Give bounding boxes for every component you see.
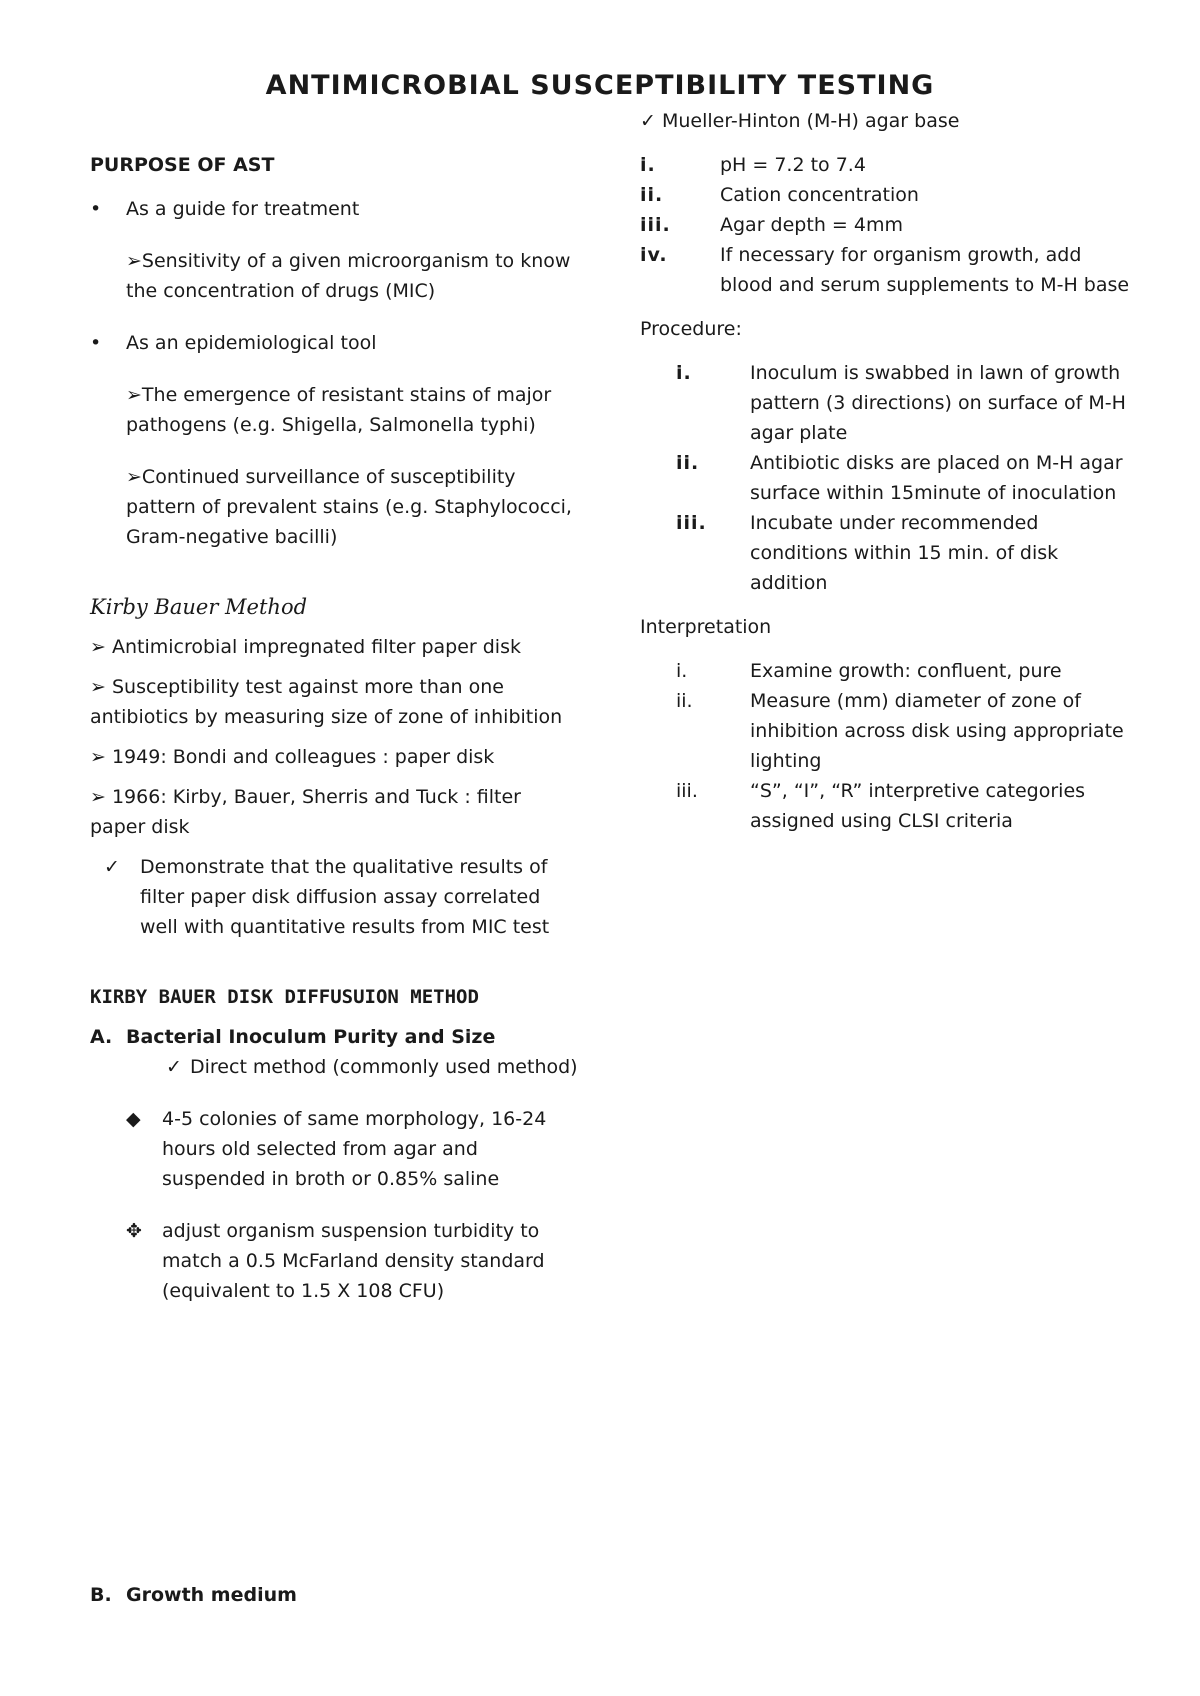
interpretation-heading: Interpretation (640, 616, 772, 638)
kirby-item-text: Susceptibility test against more than one antibiotics by measuring size of zone of inhibition (90, 676, 563, 728)
section-a-diamond-item (90, 1104, 580, 1194)
purpose-bullet-epidemiological (90, 328, 580, 358)
purpose-sub-emergence (90, 380, 580, 440)
interpretation-item-text: Examine growth: confluent, pure (750, 660, 1062, 682)
section-a-check (90, 1052, 580, 1082)
purpose-heading: PURPOSE OF AST (90, 154, 275, 176)
kirby-item (90, 672, 580, 732)
kirby-item-text: Antimicrobial impregnated filter paper disk (111, 636, 521, 658)
clover-diamond-icon: ✥ (126, 1220, 142, 1242)
procedure-item (640, 358, 1140, 448)
roman-numeral: iii. (640, 214, 671, 236)
check-icon: ✓ (166, 1056, 182, 1078)
left-column (90, 150, 580, 1306)
mh-item (640, 240, 1140, 300)
right-column (640, 106, 1140, 836)
diamond-icon: ◆ (126, 1108, 141, 1130)
arrow-marker: ➢ (90, 676, 106, 698)
kirby-item (90, 632, 580, 662)
disk-diffusion-heading: KIRBY BAUER DISK DIFFUSUION METHOD (90, 986, 479, 1008)
roman-numeral: iv. (640, 244, 668, 266)
sub-text-content: The emergence of resistant stains of major pathogens (e.g. Shigella, Salmonella typhi) (126, 384, 552, 436)
sub-text-content: Sensitivity of a given microorganism to know the concentration of drugs (MIC) (126, 250, 571, 302)
section-a-title: Bacterial Inoculum Purity and Size (126, 1026, 496, 1048)
roman-numeral: ii. (676, 452, 700, 474)
arrow-marker: ➢ (90, 746, 106, 768)
section-a-label: A. (90, 1026, 113, 1048)
interpretation-item-text: Measure (mm) diameter of zone of inhibition across disk using appropriate lighting (750, 690, 1124, 772)
roman-numeral: i. (676, 362, 692, 384)
section-b-heading (90, 1580, 580, 1610)
interpretation-item-text: “S”, “I”, “R” interpretive categories assigned using CLSI criteria (750, 780, 1086, 832)
roman-numeral: iii. (676, 512, 707, 534)
section-b-label: B. (90, 1584, 112, 1606)
mh-item (640, 210, 1140, 240)
purpose-bullet-treatment (90, 194, 580, 224)
mh-item-text: Cation concentration (720, 184, 919, 206)
roman-numeral: ii. (640, 184, 664, 206)
check-text: Demonstrate that the qualitative results of filter paper disk diffusion assay correlated well with quantitative results from MIC test (140, 856, 550, 938)
procedure-item-text: Antibiotic disks are placed on M-H agar surface within 15minute of inoculation (750, 452, 1123, 504)
roman-numeral: iii. (676, 780, 698, 802)
sub-text (126, 462, 580, 552)
purpose-sub-surveillance (90, 462, 580, 552)
procedure-item (640, 448, 1140, 508)
arrow-marker: ➢ (126, 466, 142, 488)
section-b-title: Growth medium (126, 1584, 297, 1606)
kirby-heading: Kirby Bauer Method (90, 595, 308, 619)
procedure-heading: Procedure: (640, 318, 742, 340)
kirby-item (90, 782, 580, 842)
interpretation-item (640, 686, 1140, 776)
mh-item-text: If necessary for organism growth, add blood and serum supplements to M-H base (720, 244, 1130, 296)
kirby-item (90, 742, 580, 772)
kirby-check-item (90, 852, 580, 942)
roman-numeral: ii. (676, 690, 693, 712)
mh-item-text: Agar depth = 4mm (720, 214, 903, 236)
interpretation-item (640, 776, 1140, 836)
diamond-text: 4-5 colonies of same morphology, 16-24 hours old selected from agar and suspended in broth or 0.85% saline (162, 1108, 547, 1190)
arrow-marker: ➢ (90, 636, 106, 658)
mh-item (640, 180, 1140, 210)
mh-item-text: pH = 7.2 to 7.4 (720, 154, 866, 176)
procedure-item-text: Incubate under recommended conditions within 15 min. of disk addition (750, 512, 1059, 594)
sub-text (126, 380, 580, 440)
procedure-item-text: Inoculum is swabbed in lawn of growth pattern (3 directions) on surface of M-H agar plate (750, 362, 1126, 444)
mh-item (640, 150, 1140, 180)
kirby-item-text: 1966: Kirby, Bauer, Sherris and Tuck : filter paper disk (90, 786, 521, 838)
arrow-marker: ➢ (126, 384, 142, 406)
bullet-marker: • (90, 198, 102, 220)
check-text: Direct method (commonly used method) (190, 1056, 578, 1078)
arrow-marker: ➢ (126, 250, 142, 272)
mh-agar-heading: ✓ Mueller-Hinton (M-H) agar base (640, 110, 960, 132)
section-a-diamond-item (90, 1216, 580, 1306)
bullet-marker: • (90, 332, 102, 354)
sub-text (126, 246, 580, 306)
roman-numeral: i. (640, 154, 656, 176)
interpretation-item (640, 656, 1140, 686)
diamond-text: adjust organism suspension turbidity to match a 0.5 McFarland density standard (equivalent to 1.5 X 108 CFU) (162, 1220, 545, 1302)
section-a-heading (90, 1022, 580, 1052)
arrow-marker: ➢ (90, 786, 106, 808)
check-icon: ✓ (104, 856, 120, 878)
purpose-sub-sensitivity (90, 246, 580, 306)
bullet-text: As a guide for treatment (126, 198, 360, 220)
bullet-text: As an epidemiological tool (126, 332, 377, 354)
roman-numeral: i. (676, 660, 688, 682)
sub-text-content: Continued surveillance of susceptibility pattern of prevalent stains (e.g. Staphylococci, Gram-negative bacilli) (126, 466, 572, 548)
kirby-item-text: 1949: Bondi and colleagues : paper disk (111, 746, 495, 768)
procedure-item (640, 508, 1140, 598)
page-title: ANTIMICROBIAL SUSCEPTIBILITY TESTING (265, 70, 935, 101)
